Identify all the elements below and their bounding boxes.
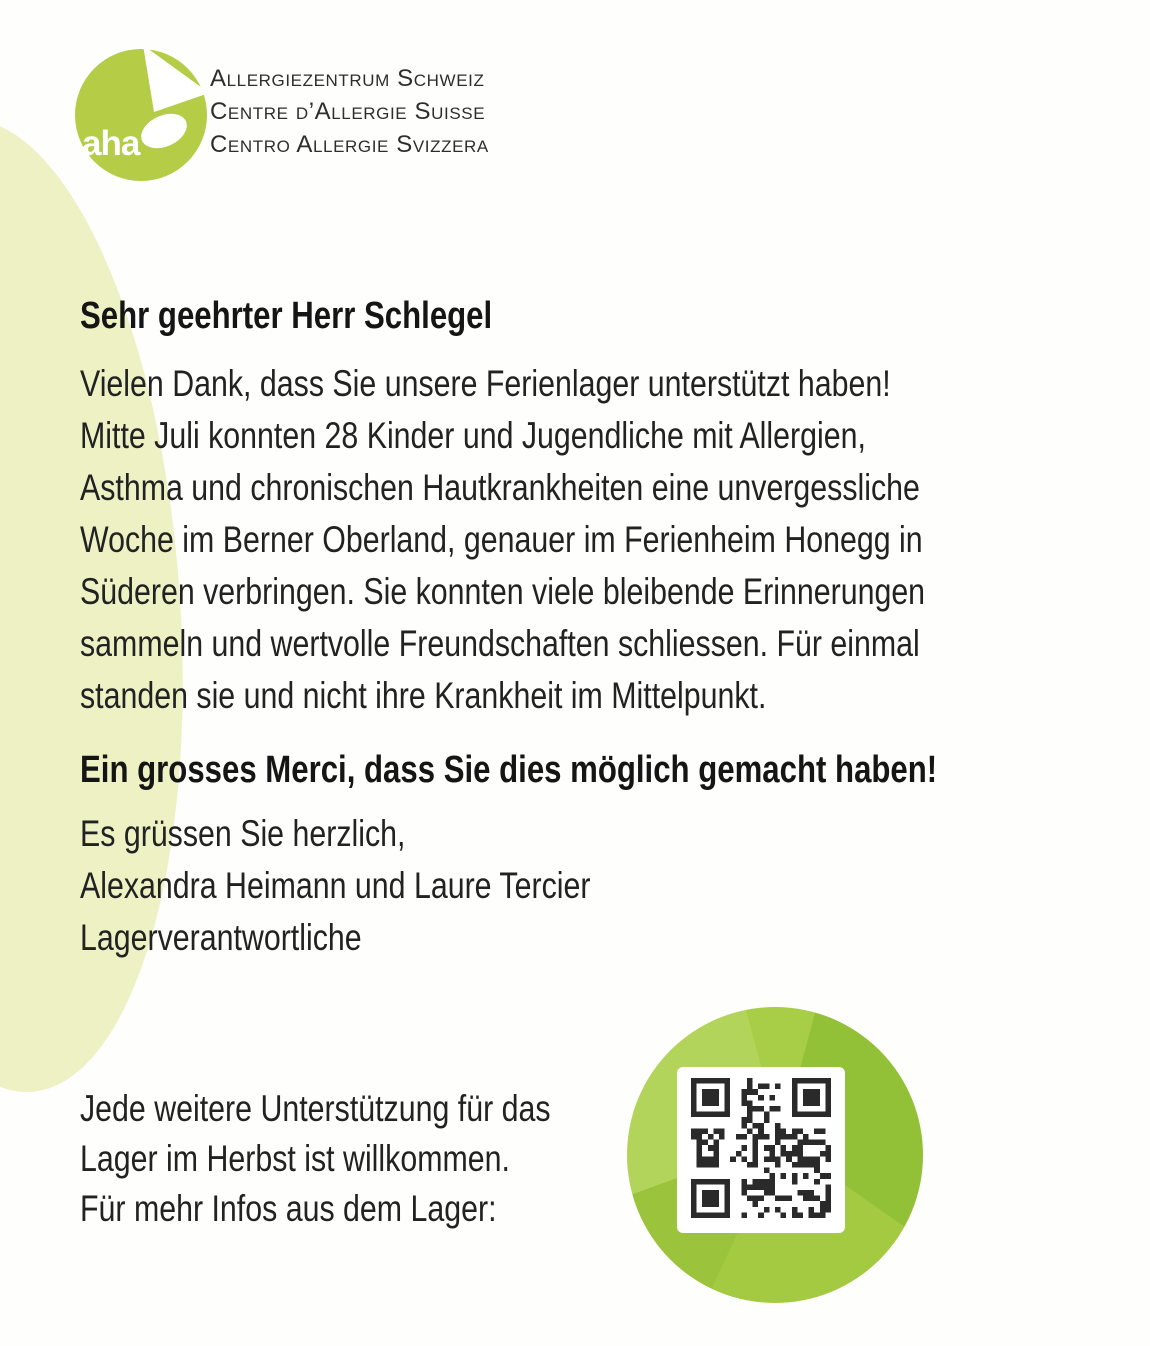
body-line: Süderen verbringen. Sie konnten viele bleibende Erinnerungen <box>80 571 926 612</box>
body-line: standen sie und nicht ihre Krankheit im Mittelpunkt. <box>80 675 767 716</box>
aha-logo-graphic <box>75 49 207 181</box>
footer-line: Jede weitere Unterstützung für das <box>80 1088 551 1129</box>
qr-circle <box>627 1007 923 1303</box>
body-line: Woche im Berner Oberland, genauer im Ferienheim Honegg in <box>80 519 923 560</box>
org-name-it: Centro Allergie Svizzera <box>210 131 489 158</box>
body-line: Vielen Dank, dass Sie unsere Ferienlager unterstützt haben! <box>80 363 891 404</box>
signature-names: Alexandra Heimann und Laure Tercier <box>80 865 591 906</box>
aha-logo-icon <box>75 49 207 181</box>
footer-line: Lager im Herbst ist willkommen. <box>80 1138 510 1179</box>
body-line: sammeln und wertvolle Freundschaften schliessen. Für einmal <box>80 623 920 664</box>
body-line: Asthma und chronischen Hautkrankheiten eine unvergessliche <box>80 467 920 508</box>
body-line: Mitte Juli konnten 28 Kinder und Jugendliche mit Allergien, <box>80 415 866 456</box>
footer-block <box>80 1084 551 1234</box>
footer-line: Für mehr Infos aus dem Lager: <box>80 1188 497 1229</box>
closing-block <box>80 808 590 964</box>
salutation: Sehr geehrter Herr Schlegel <box>80 295 493 337</box>
body-paragraph <box>80 358 925 722</box>
org-name-fr: Centre d’Allergie Suisse <box>210 98 486 125</box>
qr-code <box>690 1078 832 1223</box>
merci-line: Ein grosses Merci, dass Sie dies möglich gemacht haben! <box>80 749 938 791</box>
signature-role: Lagerverantwortliche <box>80 917 362 958</box>
org-name-de: Allergiezentrum Schweiz <box>210 65 485 92</box>
org-name-block <box>210 62 489 161</box>
qr-plate <box>677 1067 845 1233</box>
closing-line: Es grüssen Sie herzlich, <box>80 813 406 854</box>
aha-logo-text: aha <box>82 124 140 163</box>
